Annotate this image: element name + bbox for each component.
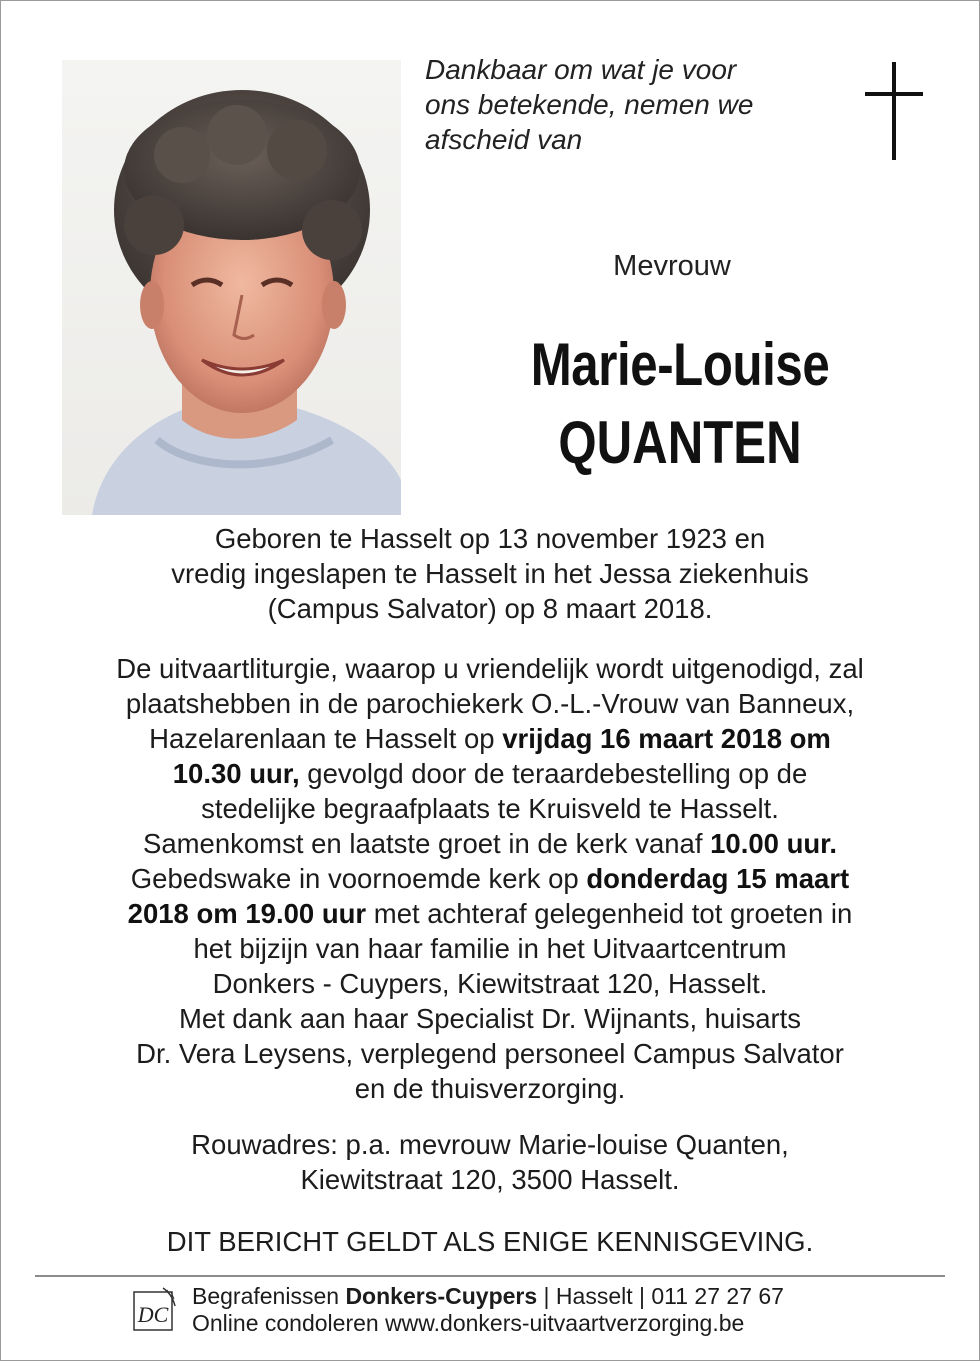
intro-text xyxy=(425,52,845,157)
text-line: Kiewitstraat 120, 3500 Hasselt. xyxy=(300,1164,680,1195)
birth-death-paragraph xyxy=(40,521,940,626)
text-line: Dr. Vera Leysens, verplegend personeel Campus Salvator xyxy=(136,1038,844,1069)
text-segment: Gebedswake in voornoemde kerk op xyxy=(130,863,587,894)
footer-divider xyxy=(35,1275,945,1277)
text-segment: Hazelarenlaan te Hasselt op xyxy=(149,723,503,754)
text-line: Geboren te Hasselt op 13 november 1923 en xyxy=(214,523,766,554)
text-line: Donkers - Cuypers, Kiewitstraat 120, Hasselt. xyxy=(212,968,768,999)
text-line: stedelijke begraafplaats te Kruisveld te Hasselt. xyxy=(201,793,779,824)
funeral-home-logo-icon xyxy=(133,1286,177,1332)
funeral-time: 10.30 uur, xyxy=(172,758,300,789)
text-line: (Campus Salvator) op 8 maart 2018. xyxy=(267,593,713,624)
text-line: het bijzijn van haar familie in het Uitvaartcentrum xyxy=(193,933,787,964)
honorific: Mevrouw xyxy=(613,250,731,282)
wake-date: donderdag 15 maart xyxy=(586,863,850,894)
text-line: Met dank aan haar Specialist Dr. Wijnants, huisarts xyxy=(178,1003,802,1034)
deceased-first-name: Marie-Louise xyxy=(530,331,830,398)
text-line xyxy=(40,721,940,756)
mourning-address xyxy=(40,1127,940,1197)
notice-statement xyxy=(40,1224,940,1259)
company-name: Donkers-Cuypers xyxy=(345,1283,538,1309)
text-line xyxy=(40,896,940,931)
text-line: De uitvaartliturgie, waarop u vriendelijk wordt uitgenodigd, zal xyxy=(116,653,864,684)
text-segment: Samenkomst en laatste groet in de kerk vanaf xyxy=(143,828,711,859)
portrait-photo xyxy=(62,60,401,515)
text-segment: | Hasselt | 011 27 27 67 xyxy=(537,1283,784,1309)
logo-letters: DC xyxy=(137,1302,169,1327)
gathering-time: 10.00 uur. xyxy=(710,828,837,859)
footer-line-1 xyxy=(192,1283,892,1310)
footer-info xyxy=(192,1283,892,1337)
cross-icon xyxy=(865,62,923,160)
funeral-paragraph xyxy=(40,651,940,1106)
text-segment: met achteraf gelegenheid tot groeten in xyxy=(366,898,853,929)
text-line: Rouwadres: p.a. mevrouw Marie-louise Quanten, xyxy=(191,1129,789,1160)
text-line: DIT BERICHT GELDT ALS ENIGE KENNISGEVING. xyxy=(166,1226,814,1257)
text-line xyxy=(40,826,940,861)
footer-line-2[interactable]: Online condoleren www.donkers-uitvaartverzorging.be xyxy=(192,1310,745,1336)
text-line: vredig ingeslapen te Hasselt in het Jessa ziekenhuis xyxy=(171,558,809,589)
intro-line: ons betekende, nemen we xyxy=(425,89,754,120)
text-line xyxy=(40,861,940,896)
funeral-date: vrijdag 16 maart 2018 om xyxy=(502,723,831,754)
text-line: plaatshebben in de parochiekerk O.-L.-Vrouw van Banneux, xyxy=(125,688,855,719)
text-segment: gevolgd door de teraardebestelling op de xyxy=(299,758,808,789)
intro-line: Dankbaar om wat je voor xyxy=(425,54,737,85)
text-segment: Begrafenissen xyxy=(192,1283,346,1309)
wake-time: 2018 om 19.00 uur xyxy=(127,898,367,929)
deceased-last-name: QUANTEN xyxy=(558,409,802,476)
intro-line: afscheid van xyxy=(425,124,583,155)
text-line: en de thuisverzorging. xyxy=(354,1073,626,1104)
text-line xyxy=(40,756,940,791)
